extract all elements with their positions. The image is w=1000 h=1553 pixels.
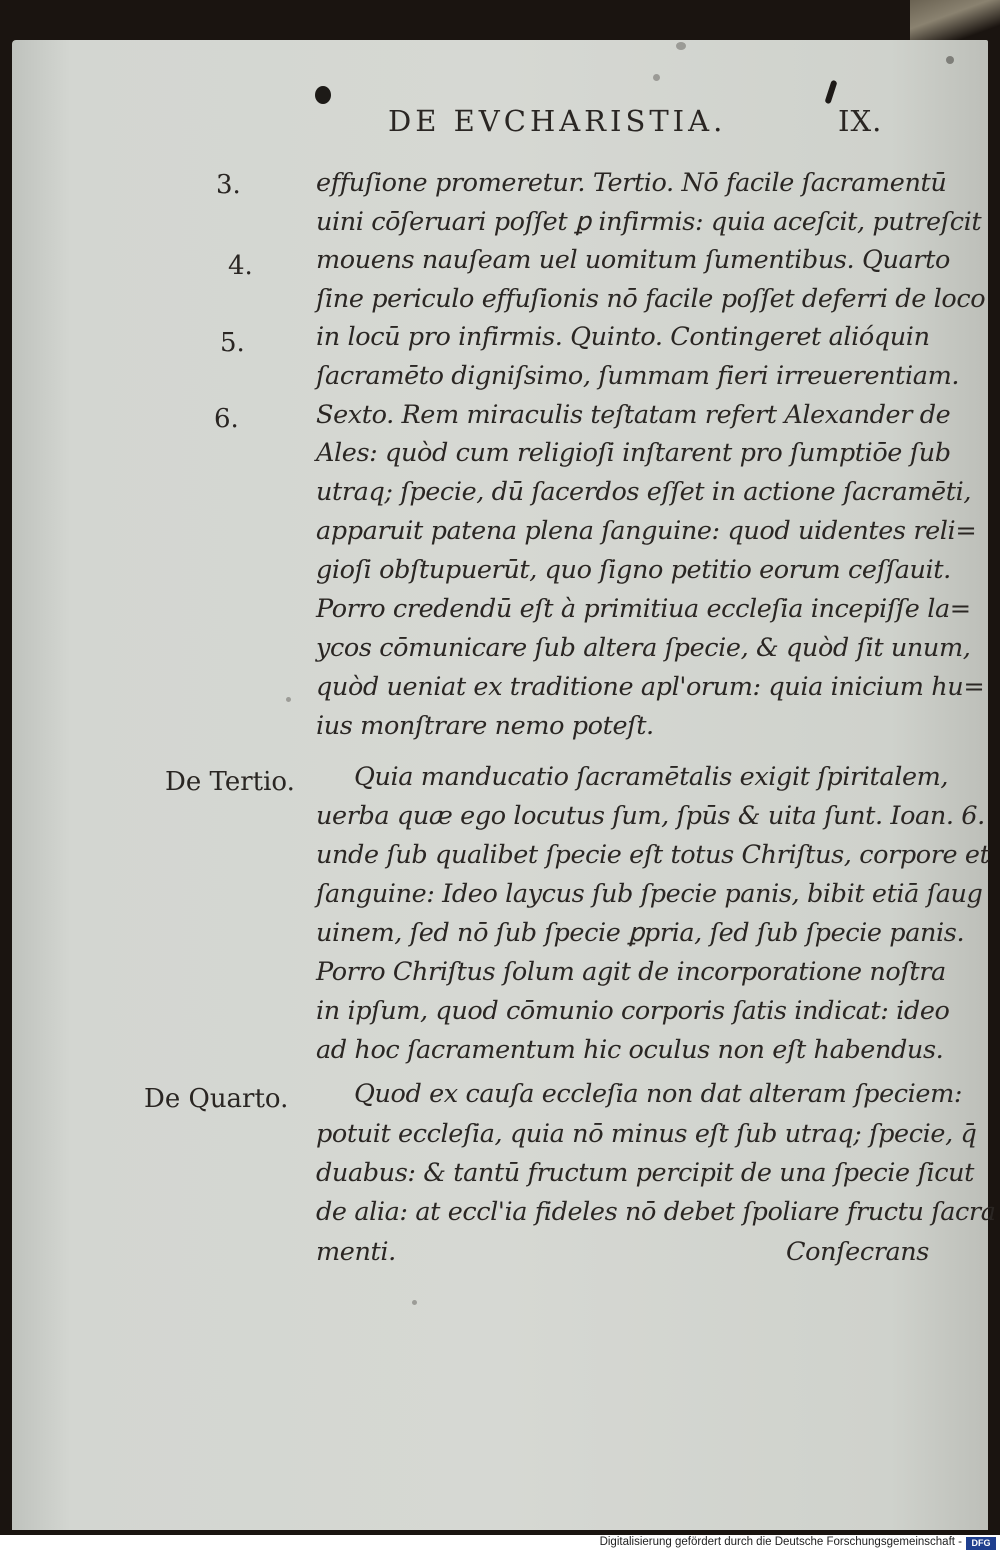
text-line: ſacramēto digniſsimo, ſummam fieri irreuerentiam. xyxy=(316,361,960,391)
torn-corner xyxy=(910,0,1000,40)
margin-note-6: 6. xyxy=(214,404,239,434)
folio-number: IX. xyxy=(838,104,883,138)
text-line: unde ſub qualibet ſpecie eſt totus Chriſtus, corpore et xyxy=(316,840,990,870)
text-line: mouens nauſeam uel uomitum ſumentibus. Quarto xyxy=(316,245,950,275)
text-line: Sexto. Rem miraculis teſtatam refert Alexander de xyxy=(316,400,951,430)
running-head: DE EVCHARISTIA. xyxy=(388,104,727,138)
text-line: duabus: & tantū fructum percipit de una ſpecie ſicut xyxy=(316,1158,975,1188)
text-line: gioſi obſtupuerūt, quo ſigno petitio eorum ceſſauit. xyxy=(316,555,951,585)
text-line: Ales: quòd cum religioſi inſtarent pro ſumptiōe ſub xyxy=(316,438,951,468)
margin-note-5: 5. xyxy=(220,328,245,358)
paper-speck xyxy=(412,1300,417,1305)
ink-blot xyxy=(315,86,331,104)
paper-speck xyxy=(946,56,954,64)
text-line: ycos cōmunicare ſub altera ſpecie, & quòd ſit unum, xyxy=(316,633,971,663)
text-line: Quia manducatio ſacramētalis exigit ſpiritalem, xyxy=(354,762,949,792)
paper-speck xyxy=(286,697,291,702)
text-line: in locū pro infirmis. Quinto. Contingeret alióquin xyxy=(316,322,930,352)
text-line: quòd ueniat ex traditione apl'orum: quia inicium hu= xyxy=(316,672,985,702)
text-line: Quod ex cauſa eccleſia non dat alteram ſpeciem: xyxy=(354,1079,963,1109)
funding-credit: Digitalisierung gefördert durch die Deutsche Forschungsgemeinschaft - xyxy=(599,1536,962,1548)
text-line: uerba quæ ego locutus ſum, ſpūs & uita ſunt. Ioan. 6. xyxy=(316,801,985,831)
text-line: apparuit patena plena ſanguine: quod uidentes reli= xyxy=(316,516,977,546)
text-line: in ipſum, quod cōmunio corporis ſatis indicat: ideo xyxy=(316,996,950,1026)
text-line: potuit eccleſia, quia nō minus eſt ſub utraq; ſpecie, q̄ xyxy=(316,1119,977,1149)
text-line: de alia: at eccl'ia fideles nō debet ſpoliare fructu ſacra xyxy=(316,1197,996,1227)
text-line: Porro credendū eſt à primitiua eccleſia incepiſſe la= xyxy=(316,594,971,624)
margin-note-de-quarto: De Quarto. xyxy=(144,1084,289,1114)
margin-note-4: 4. xyxy=(228,251,253,281)
footer-bar xyxy=(0,1535,1000,1553)
paper-speck xyxy=(653,74,660,81)
text-line: utraq; ſpecie, dū ſacerdos eſſet in actione ſacramēti, xyxy=(316,477,972,507)
text-line: ad hoc ſacramentum hic oculus non eſt habendus. xyxy=(316,1035,944,1065)
text-line: uini cōſeruari poſſet ꝑ infirmis: quia aceſcit, putreſcit xyxy=(316,207,982,237)
text-line: ſanguine: Ideo laycus ſub ſpecie panis, bibit etiā ſaug xyxy=(316,879,983,909)
margin-note-3: 3. xyxy=(216,170,241,200)
margin-note-de-tertio: De Tertio. xyxy=(165,767,295,797)
paper-speck xyxy=(676,42,686,50)
text-line: menti. xyxy=(316,1237,396,1267)
text-line: ſine periculo effuſionis nō facile poſſet deferri de loco xyxy=(316,284,986,314)
text-line: Porro Chriſtus ſolum agit de incorporatione noſtra xyxy=(316,957,946,987)
dfg-logo: DFG xyxy=(966,1537,996,1550)
text-line: uinem, ſed nō ſub ſpecie ꝑpria, ſed ſub ſpecie panis. xyxy=(316,918,965,948)
text-line: effuſione promeretur. Tertio. Nō facile ſacramentū xyxy=(316,168,947,198)
catchword: Conſecrans xyxy=(786,1237,929,1267)
text-line: ius monſtrare nemo poteſt. xyxy=(316,711,654,741)
